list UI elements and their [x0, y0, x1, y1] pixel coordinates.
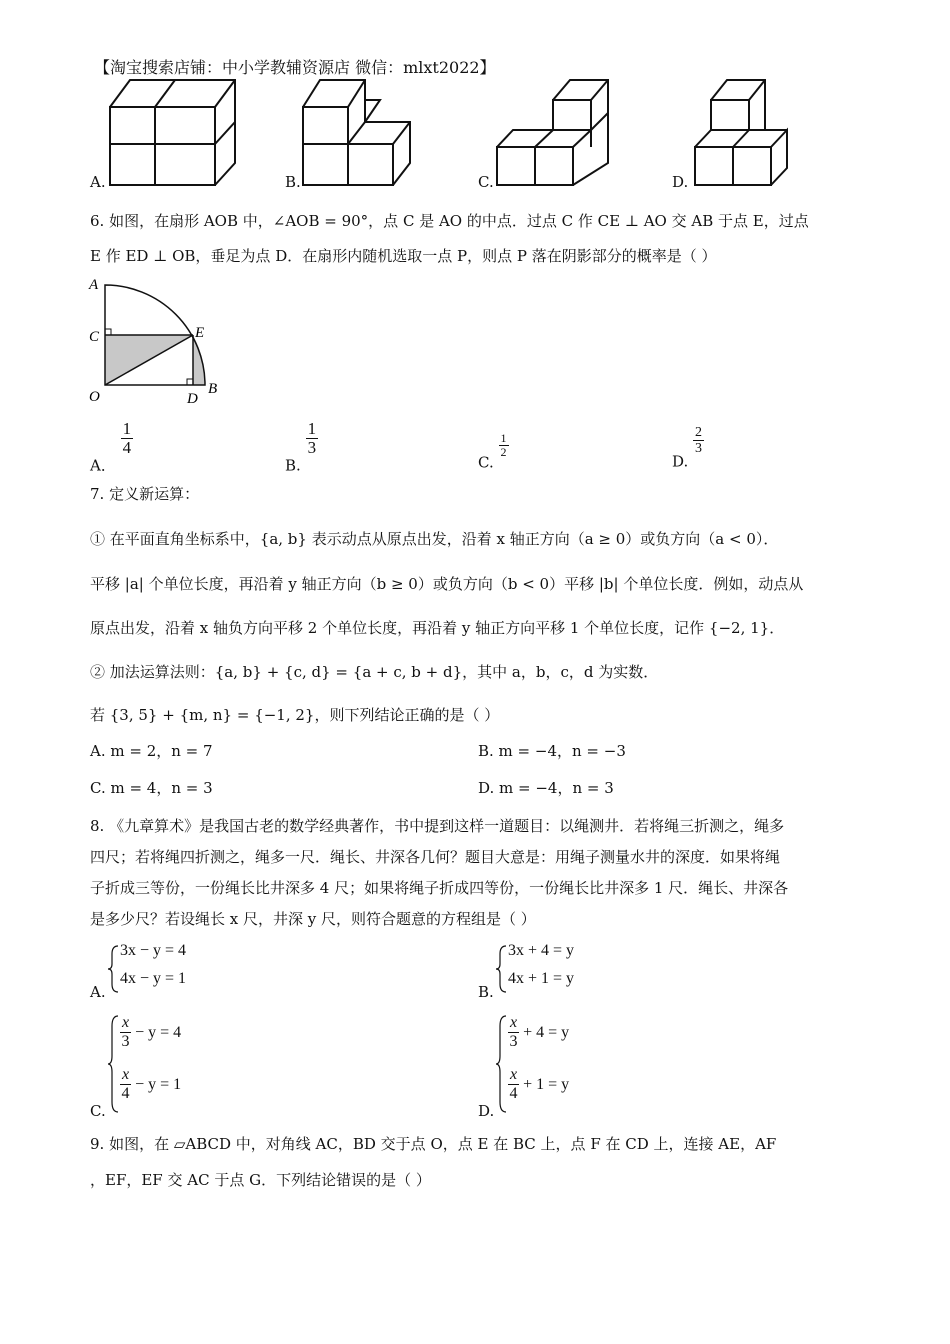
q6-option-a — [90, 420, 133, 476]
q8-option-d-eq2-num: x — [510, 1066, 518, 1083]
q8-option-d-brace — [496, 1014, 508, 1114]
q6-option-a-label: A． — [90, 456, 116, 475]
q8-option-b-label: B. — [478, 983, 494, 1001]
q8-option-d-eq2-den: 4 — [509, 1085, 518, 1102]
q7-rule1-line1: ① 在平面直角坐标系中，{a, b} 表示动点从原点出发，沿着 x 轴正方向（a ≥ 0）或负方向（a < 0）． — [90, 530, 779, 548]
q7-option-a: A. m = 2，n = 7 — [90, 742, 213, 760]
q6-option-a-num: 1 — [122, 419, 132, 438]
q8-option-c-eq1 — [120, 1014, 181, 1051]
q6-option-a-den: 4 — [122, 438, 132, 457]
q6-option-d-den: 3 — [695, 441, 703, 456]
q8-option-c-eq2-den: 4 — [121, 1085, 130, 1102]
q8-stem-line3: 子折成三等份，一份绳长比井深多 4 尺；如果将绳子折成四等份，一份绳长比井深多 1 尺．绳长、井深各 — [90, 879, 789, 897]
q8-option-c-eq2-num: x — [122, 1066, 130, 1083]
q8-option-b-eq1: 3x + 4 = y — [508, 942, 575, 959]
q7-rule1-line2: 平移 |a| 个单位长度，再沿着 y 轴正方向（b ≥ 0）或负方向（b < 0）平移 |b| 个单位长度．例如，动点从 — [90, 575, 804, 593]
q6-label-o: O — [89, 389, 100, 405]
q8-option-b-eq2: 4x + 1 = y — [508, 970, 575, 987]
q8-option-a-eq1: 3x − y = 4 — [120, 942, 187, 959]
q5-figure-d — [695, 80, 787, 185]
q5-figure-b — [303, 80, 410, 185]
q5-option-d: D. — [672, 173, 689, 191]
q6-option-d-frac — [693, 425, 704, 456]
q6-option-b-label: B. — [285, 456, 301, 475]
q8-option-d-eq1 — [508, 1014, 569, 1051]
q8-option-d-eq2-rest: + 1 = y — [519, 1076, 570, 1093]
q8-option-a-eq2: 4x − y = 1 — [120, 970, 187, 987]
q8-option-c-eq1-den: 3 — [121, 1033, 130, 1050]
q7-option-d: D. m = −4，n = 3 — [478, 779, 614, 797]
q6-option-b — [285, 420, 318, 475]
q8-option-d-eq1-rest: + 4 = y — [519, 1024, 570, 1041]
q8-stem-line2: 四尺；若将绳四折测之，绳多一尺．绳长、井深各几何？题目大意是：用绳子测量水井的深度．如果将绳 — [90, 848, 781, 866]
q6-sector-figure — [85, 275, 235, 410]
q8-option-b — [478, 940, 778, 1000]
q6-option-c-num: 1 — [500, 431, 507, 445]
q8-option-c-label: C. — [90, 1102, 106, 1120]
q7-rule2: ② 加法运算法则：{a, b} + {c, d} = {a + c, b + d}，其中 a，b，c，d 为实数． — [90, 663, 659, 681]
q8-option-a-label: A. — [90, 983, 106, 1001]
q5-option-b: B. — [285, 173, 301, 191]
q6-option-d — [672, 425, 704, 471]
q8-option-d-eq1-den: 3 — [509, 1033, 518, 1050]
q6-option-b-frac — [306, 420, 319, 457]
q8-option-d-eq2 — [508, 1066, 569, 1103]
q6-label-e: E — [195, 325, 205, 341]
q6-option-d-num: 2 — [695, 425, 703, 440]
q6-option-b-num: 1 — [307, 419, 317, 438]
q8-option-d — [478, 1012, 778, 1122]
q6-option-b-den: 3 — [307, 438, 317, 457]
q7-title: 7. 定义新运算： — [90, 485, 200, 503]
q8-option-a-brace — [108, 944, 120, 994]
q5-figures — [95, 75, 815, 195]
q5-option-c: C. — [478, 173, 494, 191]
q8-option-a — [90, 940, 390, 1000]
q6-label-c: C — [89, 329, 100, 345]
q7-question: 若 {3, 5} + {m, n} = {−1, 2}，则下列结论正确的是（ ） — [90, 706, 500, 724]
q8-stem-line4: 是多少尺？若设绳长 x 尺，井深 y 尺，则符合题意的方程组是（ ） — [90, 910, 536, 928]
q7-rule1-line3: 原点出发，沿着 x 轴负方向平移 2 个单位长度，再沿着 y 轴正方向平移 1 个单位长度，记作 {−2, 1}． — [90, 619, 785, 637]
q8-option-c-eq2 — [120, 1066, 181, 1103]
q8-option-c-eq1-num: x — [122, 1014, 130, 1031]
q8-stem-line1: 8. 《九章算术》是我国古老的数学经典著作，书中提到这样一道题目：以绳测井．若将绳三折测之，绳多 — [90, 817, 785, 835]
q6-option-c — [478, 432, 509, 472]
q6-label-d: D — [187, 391, 198, 407]
q6-label-a: A — [89, 277, 99, 293]
q6-option-a-frac — [121, 420, 134, 457]
q8-option-d-eq1-num: x — [510, 1014, 518, 1031]
q7-option-c: C. m = 4，n = 3 — [90, 779, 213, 797]
q8-option-d-label: D. — [478, 1102, 495, 1120]
q6-option-c-frac — [499, 432, 509, 459]
q6-stem-line1: 6. 如图，在扇形 AOB 中，∠AOB = 90°，点 C 是 AO 的中点．过点 C 作 CE ⊥ AO 交 AB 于点 E，过点 — [90, 212, 809, 230]
q9-stem-line2: ，EF，EF 交 AC 于点 G．下列结论错误的是（ ） — [90, 1171, 431, 1189]
q5-figure-c — [497, 80, 608, 185]
header-banner: 【淘宝搜索店铺：中小学教辅资源店 微信：mlxt2022】 — [94, 58, 496, 77]
q5-option-a: A. — [90, 173, 106, 191]
q8-option-b-brace — [496, 944, 508, 994]
q9-stem-line1: 9. 如图，在 ▱ABCD 中，对角线 AC，BD 交于点 O，点 E 在 BC 上，点 F 在 CD 上，连接 AE，AF — [90, 1135, 777, 1153]
q6-label-b: B — [208, 381, 218, 397]
q6-option-c-label: C. — [478, 453, 494, 472]
q8-option-c-eq1-rest: − y = 4 — [131, 1024, 182, 1041]
q8-option-c-brace — [108, 1014, 120, 1114]
q6-option-d-label: D. — [672, 452, 689, 471]
q7-option-b: B. m = −4，n = −3 — [478, 742, 626, 760]
q8-option-c-eq2-rest: − y = 1 — [131, 1076, 182, 1093]
q6-option-c-den: 2 — [500, 445, 507, 459]
q6-stem-line2: E 作 ED ⊥ OB，垂足为点 D．在扇形内随机选取一点 P，则点 P 落在阴影部分的概率是（ ） — [90, 247, 717, 265]
q5-figure-a — [110, 80, 235, 185]
q8-option-c — [90, 1012, 390, 1122]
